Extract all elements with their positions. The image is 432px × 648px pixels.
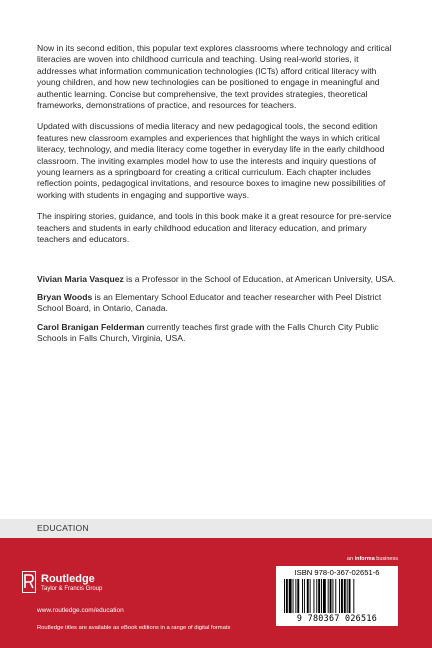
- barcode-bar: [318, 579, 320, 613]
- barcode-bar: [284, 579, 285, 613]
- barcode-bar: [323, 579, 326, 613]
- barcode-bar: [332, 579, 333, 613]
- barcode-digits: 9 780367 026516: [296, 613, 378, 623]
- author-name: Carol Branigan Felderman: [37, 321, 145, 332]
- informa-prefix: an: [346, 556, 355, 562]
- barcode-bar: [286, 579, 288, 613]
- barcode-bar: [335, 579, 336, 613]
- barcode-bars: [284, 579, 390, 613]
- routledge-r-icon: [22, 571, 36, 593]
- barcode-bar: [302, 579, 303, 613]
- barcode-bar: [295, 579, 296, 613]
- barcode-bar: [344, 579, 346, 613]
- barcode-bar: [293, 579, 294, 613]
- author-bio-2: [37, 292, 397, 315]
- barcode-bar: [297, 579, 299, 613]
- barcode-bar: [339, 579, 340, 613]
- author-bio-1: [37, 274, 397, 285]
- isbn-label: ISBN 978-0-367-02651-6: [294, 568, 380, 577]
- barcode-bar: [304, 579, 305, 613]
- description-block: [37, 43, 397, 352]
- description-paragraph-3: The inspiring stories, guidance, and tools in this book make it a great resource for pre-service teachers and students in early childhood education and literacy education, and primary teachers and educators.: [37, 211, 392, 245]
- category-label: EDUCATION: [37, 523, 89, 533]
- barcode-bar: [349, 579, 351, 613]
- description-paragraph-2: Updated with discussions of media literacy and new pedagogical tools, the second edition features new classroom examples and experiences that highlight the ways in which critical literacy, technology, and media literacy come together in everyday life in the early childhood classroom. The inviting examples model how to use the interests and inquiry questions of young learners as a springboard for creating a critical curriculum. Each chapter includes reflection points, pedagogical invitations, and resource boxes to imagine new possibilities of working with students in engaging and supportive ways.: [37, 121, 386, 200]
- barcode-bar: [341, 579, 343, 613]
- publisher-website[interactable]: www.routledge.com/education: [37, 607, 124, 614]
- barcode-bar: [328, 579, 329, 613]
- informa-business-line: [347, 556, 398, 562]
- barcode-bar: [316, 579, 317, 613]
- barcode-bar: [307, 579, 309, 613]
- barcode-bar: [289, 579, 292, 613]
- routledge-logo: [22, 571, 212, 605]
- author-bio-3: [37, 322, 397, 345]
- description-paragraph-1: Now in its second edition, this popular text explores classrooms where technology and critical literacies are woven into childhood curricula and teaching. Using real-world stories, it addresses what information communication technologies (ICTs) afford critical literacy with young children, and how new technologies can be positioned to engage in meaningful and authentic learning. Concise but comprehensive, the text provides strategies, theoretical frameworks, demonstrations of practice, and resources for teachers.: [37, 43, 392, 111]
- barcode-bar: [347, 579, 348, 613]
- informa-word: informa: [354, 556, 375, 562]
- barcode-bar: [321, 579, 322, 613]
- ebook-note: Routledge titles are available as eBook editions in a range of digital formats: [37, 625, 231, 631]
- author-bio-text: is an Elementary School Educator and teacher researcher with Peel District School Board, in Ontario, Canada.: [37, 291, 382, 314]
- publisher-tagline: Taylor & Francis Group: [41, 586, 103, 592]
- informa-suffix: business: [374, 556, 398, 562]
- isbn-barcode: [276, 566, 398, 626]
- barcode-bar: [353, 579, 354, 613]
- barcode-bar: [330, 579, 332, 613]
- author-name: Bryan Woods: [37, 291, 93, 302]
- barcode-bar: [310, 579, 311, 613]
- barcode-bar: [313, 579, 314, 613]
- author-bio-text: currently teaches first grade with the Falls Church City Public Schools in Falls Church, Virginia, USA.: [37, 321, 379, 344]
- publisher-name: Routledge: [41, 573, 95, 585]
- author-bio-text: is a Professor in the School of Education, at American University, USA.: [123, 273, 396, 284]
- author-name: Vivian Maria Vasquez: [37, 273, 124, 284]
